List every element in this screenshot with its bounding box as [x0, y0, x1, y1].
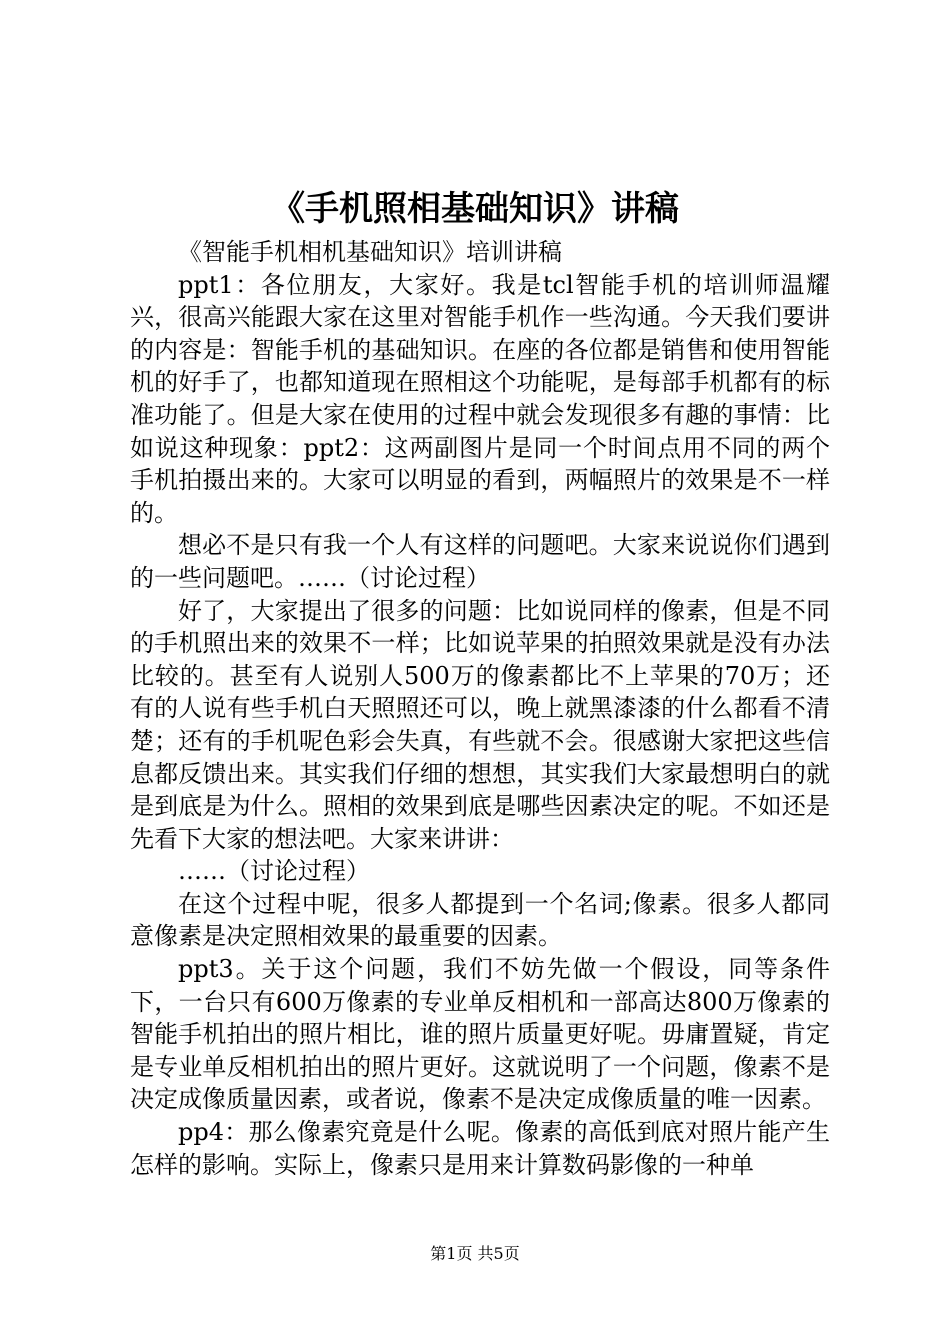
paragraph: 想必不是只有我一个人有这样的问题吧。大家来说说你们遇到的一些问题吧。……（讨论过程）: [130, 531, 830, 592]
paragraph-subtitle: 《智能手机相机基础知识》培训讲稿: [178, 238, 562, 266]
paragraph: pp4：那么像素究竟是什么呢。像素的高低到底对照片能产生怎样的影响。实际上，像素只是用来计算数码影像的一种单: [130, 1118, 830, 1179]
document-body: [130, 236, 830, 1181]
paragraph: 在这个过程中呢，很多人都提到一个名词;像素。很多人都同意像素是决定照相效果的最重要的因素。: [130, 889, 830, 951]
paragraph: ……（讨论过程）: [178, 857, 370, 886]
paragraph: ppt1：各位朋友，大家好。我是tcl智能手机的培训师温耀兴，很高兴能跟大家在这里对智能手机作一些沟通。今天我们要讲的内容是：智能手机的基础知识。在座的各位都是销售和使用智能机的好手了，也都知道现在照相这个功能呢，是每部手机都有的标准功能了。但是大家在使用的过程中就会发现很多有趣的事情：比如说这种现象：ppt2：这两副图片是同一个时间点用不同的两个手机拍摄出来的。大家可以明显的看到，两幅照片的效果是不一样的。: [130, 270, 830, 527]
paragraph: 好了，大家提出了很多的问题：比如说同样的像素，但是不同的手机照出来的效果不一样；比如说苹果的拍照效果就是没有办法比较的。甚至有人说别人500万的像素都比不上苹果的70万；还有的人说有些手机白天照照还可以，晚上就黑漆漆的什么都看不清楚；还有的手机呢色彩会失真，有些就不会。很感谢大家把这些信息都反馈出来。其实我们仔细的想想，其实我们大家最想明白的就是到底是为什么。照相的效果到底是哪些因素决定的呢。不如还是先看下大家的想法吧。大家来讲讲：: [130, 596, 830, 853]
page-number-footer: 第1页 共5页: [430, 1244, 520, 1263]
paragraph: ppt3。关于这个问题，我们不妨先做一个假设，同等条件下，一台只有600万像素的专业单反相机和一部高达800万像素的智能手机拍出的照片相比，谁的照片质量更好呢。毋庸置疑，肯定是专业单反相机拍出的照片更好。这就说明了一个问题，像素不是决定成像质量因素，或者说，像素不是决定成像质量的唯一因素。: [130, 955, 830, 1114]
document-title: 《手机照相基础知识》讲稿: [271, 189, 679, 229]
